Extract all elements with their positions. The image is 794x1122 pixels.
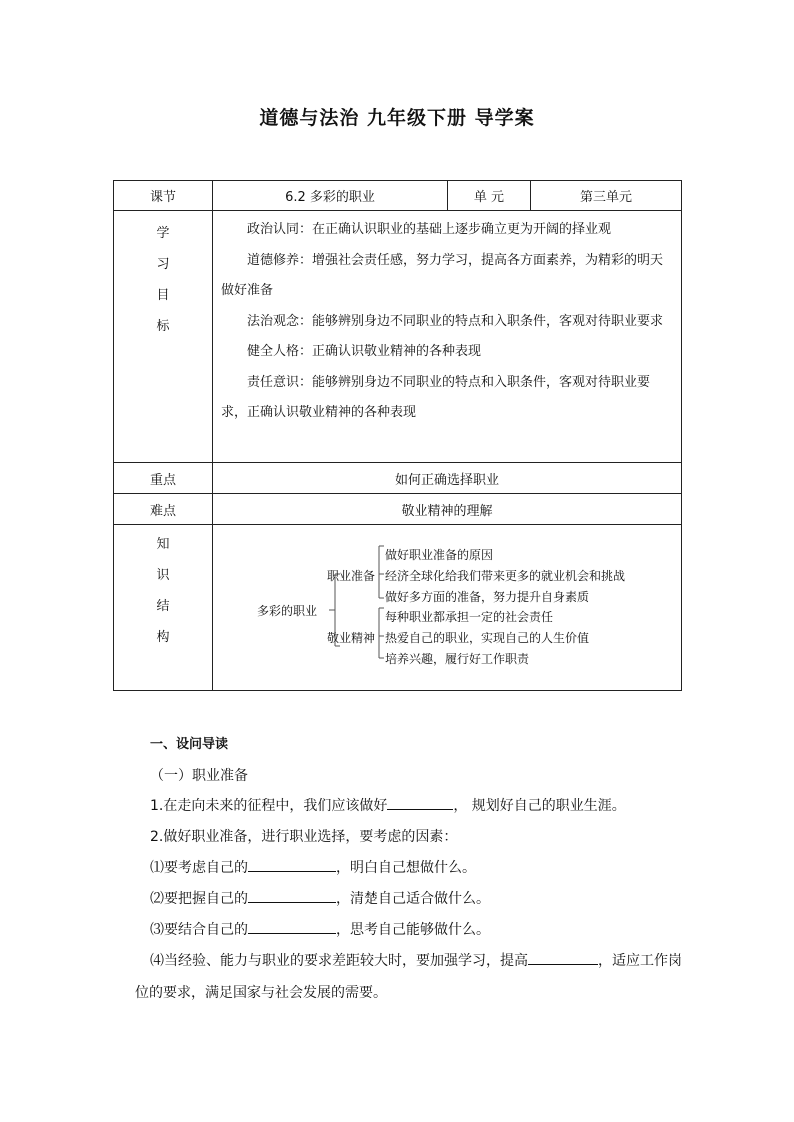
page-title: 道德与法治 九年级下册 导学案 <box>259 107 535 129</box>
mind-map-branch: 职业准备 <box>327 569 376 583</box>
mind-map-leaf: 热爱自己的职业，实现自己的人生价值 <box>385 631 590 645</box>
mind-map-root: 多彩的职业 <box>257 604 318 618</box>
goals-label <box>114 211 213 463</box>
question-2-4-cont: 位的要求，满足国家与社会发展的需要。 <box>135 985 387 1001</box>
sub-heading: （一）职业准备 <box>150 768 248 784</box>
knowledge-structure-cell <box>213 525 682 691</box>
question-2-1 <box>150 857 476 877</box>
goal-responsibility: 责任意识：能够辨别身边不同职业的特点和入职条件，客观对待职业要求，正确认识敬业精神的各种表现 <box>221 374 651 420</box>
goal-political: 政治认同：在正确认识职业的基础上逐步确立更为开阔的择业观 <box>247 222 612 237</box>
goal-moral: 道德修养：增强社会责任感，努力学习，提高各方面素养，为精彩的明天做好准备 <box>221 252 664 298</box>
mind-map-leaf: 做好职业准备的原因 <box>385 548 494 562</box>
answer-blank[interactable] <box>248 857 336 872</box>
knowledge-label <box>114 525 213 691</box>
section-label: 课节 <box>114 181 213 211</box>
unit-value: 第三单元 <box>531 181 682 211</box>
knowledge-label-char: 知 <box>156 537 170 552</box>
mind-map-leaf: 做好多方面的准备，努力提升自身素质 <box>385 590 590 604</box>
goals-row <box>114 211 682 463</box>
difficulty-value: 敬业精神的理解 <box>213 494 682 525</box>
mind-map-leaf: 经济全球化给我们带来更多的就业机会和挑战 <box>385 569 626 583</box>
difficulty-label: 难点 <box>114 494 213 525</box>
question-2-4 <box>150 950 682 970</box>
knowledge-row <box>114 525 682 691</box>
key-point-label: 重点 <box>114 463 213 494</box>
question-2: 2.做好职业准备，进行职业选择，要考虑的因素： <box>150 829 458 845</box>
question-2-2 <box>150 888 490 908</box>
study-plan-table <box>113 180 682 691</box>
knowledge-structure-diagram <box>213 526 681 689</box>
goals-label-char: 目 <box>156 288 170 303</box>
answer-blank[interactable] <box>248 919 336 934</box>
question-text-end: ，清楚自己适合做什么。 <box>336 891 490 907</box>
mind-map-leaf: 每种职业都承担一定的社会责任 <box>385 610 554 624</box>
question-text: ⑷当经验、能力与职业的要求差距较大时，要加强学习，提高 <box>150 953 528 969</box>
question-text-end: ，明白自己想做什么。 <box>336 860 476 876</box>
header-row <box>114 181 682 211</box>
question-1-text-end: ， 规划好自己的职业生涯。 <box>453 798 626 814</box>
knowledge-label-char: 构 <box>156 630 170 645</box>
key-point-row <box>114 463 682 494</box>
question-1-text: 1.在走向未来的征程中，我们应该做好 <box>150 798 388 814</box>
knowledge-label-char: 识 <box>156 568 170 583</box>
knowledge-label-char: 结 <box>156 599 170 614</box>
goals-label-char: 标 <box>156 319 170 334</box>
question-text: ⑵要把握自己的 <box>150 891 248 907</box>
answer-blank[interactable] <box>528 950 598 965</box>
section-value: 6.2 多彩的职业 <box>213 181 448 211</box>
question-1 <box>150 795 626 815</box>
goal-law: 法治观念：能够辨别身边不同职业的特点和入职条件，客观对待职业要求 <box>247 313 664 329</box>
difficulty-row <box>114 494 682 525</box>
goals-label-char: 学 <box>156 226 170 241</box>
question-2-3 <box>150 919 490 939</box>
question-text-end: ，适应工作岗 <box>598 953 682 969</box>
mind-map-branch: 敬业精神 <box>327 631 376 645</box>
goals-content <box>213 211 682 463</box>
question-text: ⑶要结合自己的 <box>150 922 248 938</box>
goal-personality: 健全人格：正确认识敬业精神的各种表现 <box>247 344 482 359</box>
key-point-value: 如何正确选择职业 <box>213 463 682 494</box>
answer-blank[interactable] <box>248 888 336 903</box>
section-heading: 一、设问导读 <box>150 737 229 752</box>
goals-label-char: 习 <box>156 257 170 272</box>
question-text: ⑴要考虑自己的 <box>150 860 248 876</box>
answer-blank[interactable] <box>387 795 453 810</box>
unit-label: 单 元 <box>448 181 531 211</box>
mind-map-leaf: 培养兴趣，履行好工作职责 <box>385 652 530 666</box>
question-text-end: ，思考自己能够做什么。 <box>336 922 490 938</box>
